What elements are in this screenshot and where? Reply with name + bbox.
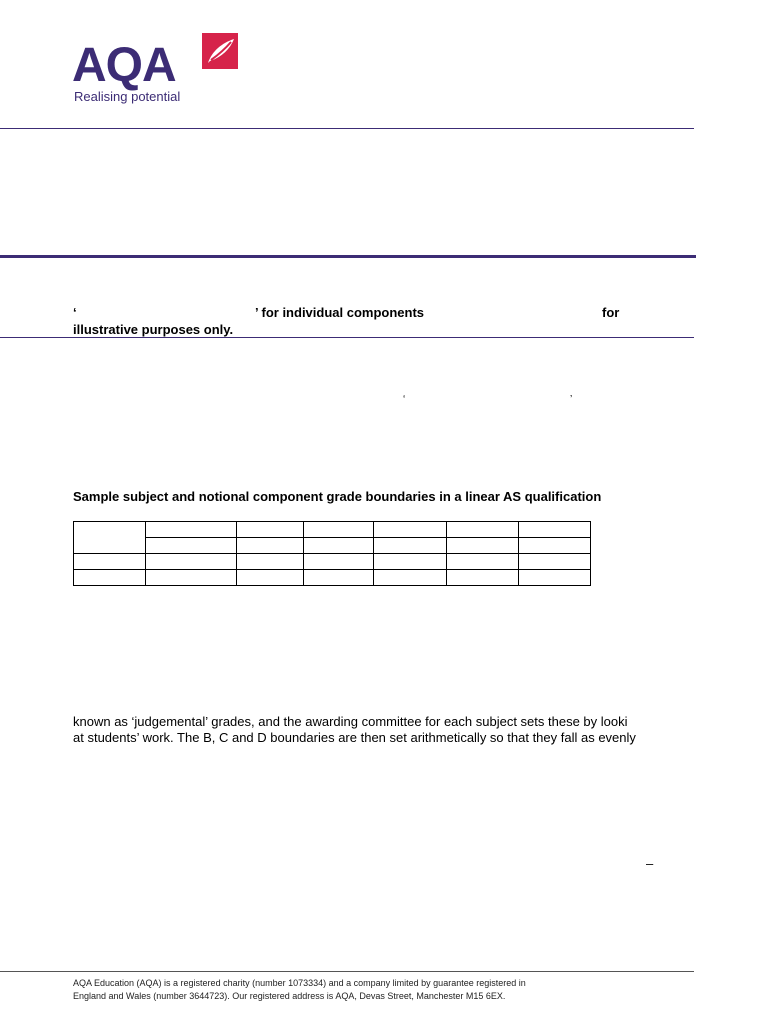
aqa-logo-icon [202,33,238,69]
table-cell [374,554,447,570]
table-cell [447,538,519,554]
table-row [74,570,591,586]
table-cell [237,570,304,586]
header-rule [0,128,694,129]
table-row [74,554,591,570]
table-cell [304,522,374,538]
table-cell [519,522,591,538]
paragraph-line-1: known as ‘judgemental’ grades, and the awarding committee for each subject sets these by looki [73,714,628,729]
table-cell [237,522,304,538]
right-quote-mark: ’ [570,394,573,405]
intro-rule [0,337,694,338]
table-cell [237,538,304,554]
title-rule [0,255,696,258]
table-row [74,538,591,554]
table-cell [447,570,519,586]
tagline: Realising potential [74,89,181,104]
table-row [74,522,591,538]
intro-text-line2: illustrative purposes only. [73,322,234,337]
table-cell [374,522,447,538]
dash-mark: – [646,856,654,871]
intro-quote-open: ‘ [73,305,77,320]
table-cell [374,538,447,554]
aqa-logo-text: AQA [72,39,176,92]
table-cell [146,570,237,586]
footer-line-1: AQA Education (AQA) is a registered charity (number 1073334) and a company limited by guarantee registered in [73,978,526,988]
footer-line-2: England and Wales (number 3644723). Our registered address is AQA, Devas Street, Manchester M15 6EX. [73,991,506,1001]
table-cell [146,538,237,554]
left-quote-mark: ‘ [403,394,406,405]
table-cell [237,554,304,570]
table-cell [304,570,374,586]
table-cell [74,554,146,570]
table-cell [304,538,374,554]
table-cell [146,522,237,538]
table-heading: Sample subject and notional component grade boundaries in a linear AS qualification [73,489,602,504]
footer-rule [0,971,694,972]
intro-text-part2: for [602,305,620,320]
table-cell [374,570,447,586]
table-cell [519,570,591,586]
table-cell [519,538,591,554]
intro-text-part1: ’ for individual components [255,305,425,320]
paragraph-line-2: at students’ work. The B, C and D boundaries are then set arithmetically so that they fall as evenly [73,730,636,745]
grade-boundaries-table [73,521,591,586]
footer-text [73,977,526,1003]
table-cell [519,554,591,570]
table-cell [304,554,374,570]
table-cell [74,522,146,554]
table-cell [447,522,519,538]
table-cell [74,570,146,586]
table-cell [447,554,519,570]
table-cell [146,554,237,570]
